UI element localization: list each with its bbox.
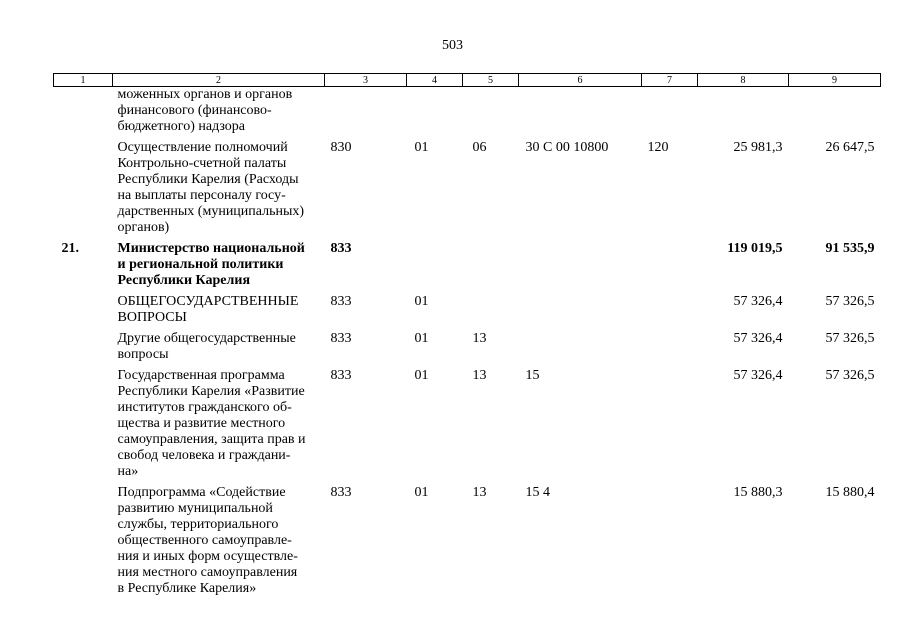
table-body (54, 87, 881, 603)
row-description: моженных органов и органов финансового (финансово- бюджетного) надзора (117, 87, 293, 134)
subsection-code: 06 (472, 140, 487, 155)
target-article-code: 30 С 00 10800 (525, 140, 609, 155)
target-article-code: 15 (525, 368, 540, 383)
expense-type-code (642, 485, 698, 602)
table-row (54, 294, 881, 331)
section-code: 01 (414, 140, 429, 155)
expense-type-code (642, 241, 698, 294)
ministry-code: 830 (330, 140, 352, 155)
row-description: Подпрограмма «Содействие развитию муниципальной службы, территориального общественного самоуправле- ния и иных форм осуществле- ния местного самоуправления в Республике Карелия» (117, 485, 298, 596)
column-header: 2 (113, 74, 325, 87)
table-row (54, 485, 881, 602)
expense-type-code (642, 294, 698, 331)
row-number (54, 331, 113, 368)
target-article-code: 15 4 (525, 485, 550, 500)
amount-year-2: 15 880,4 (825, 485, 875, 500)
expense-type-code: 120 (647, 140, 669, 155)
amount-year-2: 57 326,5 (825, 368, 875, 383)
table-row (54, 331, 881, 368)
column-header: 6 (519, 74, 642, 87)
amount-year-1: 119 019,5 (727, 241, 783, 256)
target-article-code (519, 294, 642, 331)
column-header: 9 (789, 74, 881, 87)
expense-type-code (642, 368, 698, 485)
target-article-code (519, 241, 642, 294)
subsection-code (463, 87, 519, 141)
table-row (54, 368, 881, 485)
target-article-code (519, 331, 642, 368)
page-number: 503 (442, 38, 463, 53)
subsection-code: 13 (472, 331, 487, 346)
ministry-code (325, 87, 407, 141)
column-number-header (54, 74, 881, 87)
amount-year-1: 57 326,4 (733, 294, 783, 309)
ministry-code: 833 (330, 241, 352, 256)
subsection-code (463, 241, 519, 294)
column-header: 3 (325, 74, 407, 87)
amount-year-2: 57 326,5 (825, 294, 875, 309)
column-header: 5 (463, 74, 519, 87)
expense-type-code (642, 331, 698, 368)
subsection-code: 13 (472, 368, 487, 383)
column-header: 1 (54, 74, 113, 87)
row-description: Другие общегосударственные вопросы (117, 331, 296, 362)
row-description: Министерство национальной и региональной политики Республики Карелия (117, 241, 305, 288)
column-header: 7 (642, 74, 698, 87)
section-code (407, 87, 463, 141)
section-code: 01 (414, 485, 429, 500)
column-header: 8 (698, 74, 789, 87)
amount-year-2: 57 326,5 (825, 331, 875, 346)
amount-year-2 (789, 87, 881, 141)
table-row (54, 140, 881, 241)
amount-year-2: 91 535,9 (825, 241, 875, 256)
subsection-code: 13 (472, 485, 487, 500)
row-number (54, 140, 113, 241)
amount-year-1: 57 326,4 (733, 331, 783, 346)
table-row (54, 87, 881, 141)
row-number (54, 87, 113, 141)
section-code: 01 (414, 368, 429, 383)
target-article-code (519, 87, 642, 141)
section-code (407, 241, 463, 294)
subsection-code (463, 294, 519, 331)
amount-year-1 (698, 87, 789, 141)
row-description: Осуществление полномочий Контрольно-счетной палаты Республики Карелия (Расходы на выплаты персоналу госу- дарственных (муниципальных) органов) (117, 140, 305, 235)
row-number (54, 368, 113, 485)
row-number (54, 485, 113, 602)
amount-year-1: 15 880,3 (733, 485, 783, 500)
table-row (54, 241, 881, 294)
row-number (54, 294, 113, 331)
ministry-code: 833 (330, 368, 352, 383)
row-description: ОБЩЕГОСУДАРСТВЕННЫЕ ВОПРОСЫ (117, 294, 299, 325)
budget-table (53, 73, 881, 602)
amount-year-2: 26 647,5 (825, 140, 875, 155)
ministry-code: 833 (330, 331, 352, 346)
column-header: 4 (407, 74, 463, 87)
expense-type-code (642, 87, 698, 141)
row-number: 21. (61, 241, 79, 256)
amount-year-1: 57 326,4 (733, 368, 783, 383)
ministry-code: 833 (330, 294, 352, 309)
section-code: 01 (414, 331, 429, 346)
row-description: Государственная программа Республики Карелия «Развитие институтов гражданского об- щества и развитие местного самоуправления, защита прав и свобод человека и граждани- на» (117, 368, 306, 479)
amount-year-1: 25 981,3 (733, 140, 783, 155)
section-code: 01 (414, 294, 429, 309)
ministry-code: 833 (330, 485, 352, 500)
